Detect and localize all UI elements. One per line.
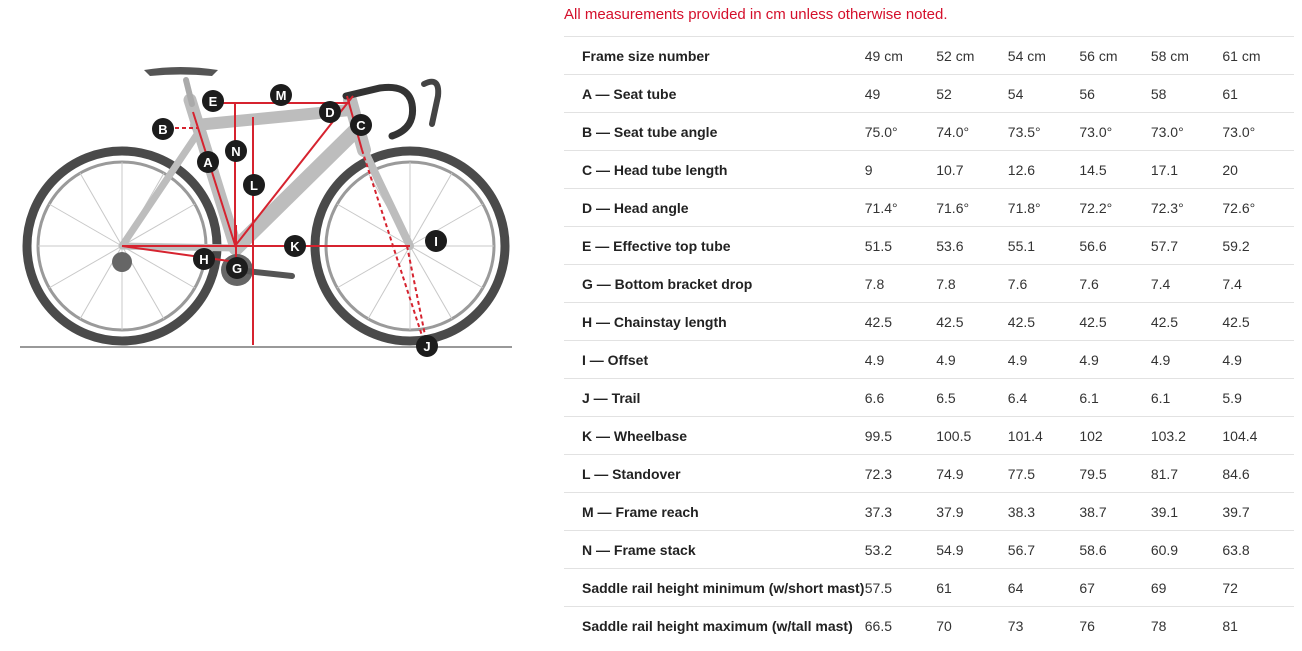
row-value: 71.8° xyxy=(1008,189,1080,227)
row-value: 100.5 xyxy=(936,417,1008,455)
row-value: 58.6 xyxy=(1079,531,1150,569)
row-value: 72.6° xyxy=(1222,189,1294,227)
row-value: 56.7 xyxy=(1008,531,1080,569)
bike-geometry-diagram xyxy=(0,0,560,651)
row-value: 103.2 xyxy=(1151,417,1223,455)
header-size: 56 cm xyxy=(1079,37,1150,75)
row-label: I — Offset xyxy=(564,341,865,379)
row-value: 72 xyxy=(1222,569,1294,607)
row-label: A — Seat tube xyxy=(564,75,865,113)
row-label: L — Standover xyxy=(564,455,865,493)
table-header-row xyxy=(564,37,1294,75)
svg-text:B: B xyxy=(158,122,168,137)
row-value: 42.5 xyxy=(1008,303,1080,341)
header-label: Frame size number xyxy=(564,37,865,75)
row-value: 6.1 xyxy=(1151,379,1223,417)
svg-text:A: A xyxy=(203,155,213,170)
row-value: 76 xyxy=(1079,607,1150,645)
row-value: 101.4 xyxy=(1008,417,1080,455)
row-value: 54.9 xyxy=(936,531,1008,569)
row-value: 7.6 xyxy=(1008,265,1080,303)
row-value: 73.0° xyxy=(1151,113,1223,151)
row-value: 78 xyxy=(1151,607,1223,645)
table-row xyxy=(564,569,1294,607)
row-value: 12.6 xyxy=(1008,151,1080,189)
svg-text:J: J xyxy=(423,339,431,354)
header-size: 49 cm xyxy=(865,37,936,75)
row-value: 99.5 xyxy=(865,417,936,455)
table-row xyxy=(564,493,1294,531)
row-label: C — Head tube length xyxy=(564,151,865,189)
row-value: 42.5 xyxy=(1222,303,1294,341)
row-value: 73.0° xyxy=(1079,113,1150,151)
row-value: 75.0° xyxy=(865,113,936,151)
row-value: 73.0° xyxy=(1222,113,1294,151)
badge-E xyxy=(202,90,224,112)
row-label: Saddle rail height minimum (w/short mast) xyxy=(564,569,865,607)
table-row xyxy=(564,189,1294,227)
table-row xyxy=(564,75,1294,113)
table-row xyxy=(564,455,1294,493)
row-value: 20 xyxy=(1222,151,1294,189)
badge-I xyxy=(425,230,447,252)
row-value: 7.4 xyxy=(1151,265,1223,303)
row-value: 38.3 xyxy=(1008,493,1080,531)
row-label: E — Effective top tube xyxy=(564,227,865,265)
badge-D xyxy=(319,101,341,123)
row-value: 84.6 xyxy=(1222,455,1294,493)
row-value: 42.5 xyxy=(936,303,1008,341)
row-label: B — Seat tube angle xyxy=(564,113,865,151)
badge-A xyxy=(197,151,219,173)
row-value: 38.7 xyxy=(1079,493,1150,531)
row-value: 39.7 xyxy=(1222,493,1294,531)
table-row xyxy=(564,379,1294,417)
row-value: 37.9 xyxy=(936,493,1008,531)
row-value: 72.3 xyxy=(865,455,936,493)
row-value: 7.6 xyxy=(1079,265,1150,303)
row-value: 4.9 xyxy=(1008,341,1080,379)
row-value: 4.9 xyxy=(1151,341,1223,379)
row-value: 71.4° xyxy=(865,189,936,227)
row-value: 14.5 xyxy=(1079,151,1150,189)
table-row xyxy=(564,417,1294,455)
row-value: 6.1 xyxy=(1079,379,1150,417)
header-size: 58 cm xyxy=(1151,37,1223,75)
row-value: 9 xyxy=(865,151,936,189)
row-value: 71.6° xyxy=(936,189,1008,227)
header-size: 52 cm xyxy=(936,37,1008,75)
row-value: 42.5 xyxy=(1151,303,1223,341)
row-value: 74.0° xyxy=(936,113,1008,151)
row-label: N — Frame stack xyxy=(564,531,865,569)
row-value: 6.4 xyxy=(1008,379,1080,417)
row-value: 5.9 xyxy=(1222,379,1294,417)
svg-text:I: I xyxy=(434,234,438,249)
row-value: 53.2 xyxy=(865,531,936,569)
row-value: 79.5 xyxy=(1079,455,1150,493)
row-label: Saddle rail height maximum (w/tall mast) xyxy=(564,607,865,645)
row-value: 104.4 xyxy=(1222,417,1294,455)
row-value: 70 xyxy=(936,607,1008,645)
row-value: 77.5 xyxy=(1008,455,1080,493)
row-value: 73 xyxy=(1008,607,1080,645)
row-value: 74.9 xyxy=(936,455,1008,493)
row-value: 4.9 xyxy=(936,341,1008,379)
row-value: 63.8 xyxy=(1222,531,1294,569)
row-value: 56 xyxy=(1079,75,1150,113)
measurement-note: All measurements provided in cm unless otherwise noted. xyxy=(564,6,948,23)
row-value: 57.5 xyxy=(865,569,936,607)
row-value: 72.3° xyxy=(1151,189,1223,227)
row-value: 64 xyxy=(1008,569,1080,607)
brake-lever xyxy=(424,82,438,124)
row-value: 55.1 xyxy=(1008,227,1080,265)
table-row xyxy=(564,303,1294,341)
row-value: 72.2° xyxy=(1079,189,1150,227)
row-label: D — Head angle xyxy=(564,189,865,227)
row-label: K — Wheelbase xyxy=(564,417,865,455)
row-value: 37.3 xyxy=(865,493,936,531)
row-value: 52 xyxy=(936,75,1008,113)
row-value: 81.7 xyxy=(1151,455,1223,493)
header-size: 61 cm xyxy=(1222,37,1294,75)
row-value: 4.9 xyxy=(1079,341,1150,379)
row-value: 4.9 xyxy=(1222,341,1294,379)
badge-N xyxy=(225,140,247,162)
badge-G xyxy=(226,257,248,279)
badge-B xyxy=(152,118,174,140)
table-row xyxy=(564,265,1294,303)
row-value: 66.5 xyxy=(865,607,936,645)
row-value: 51.5 xyxy=(865,227,936,265)
badge-C xyxy=(350,114,372,136)
table-row xyxy=(564,113,1294,151)
svg-text:E: E xyxy=(208,94,218,109)
row-value: 58 xyxy=(1151,75,1223,113)
row-value: 42.5 xyxy=(865,303,936,341)
table-row xyxy=(564,607,1294,645)
badge-M xyxy=(270,84,292,106)
row-value: 6.5 xyxy=(936,379,1008,417)
geometry-table-body xyxy=(564,37,1294,645)
row-label: J — Trail xyxy=(564,379,865,417)
badge-K xyxy=(284,235,306,257)
row-value: 7.4 xyxy=(1222,265,1294,303)
row-value: 61 xyxy=(936,569,1008,607)
svg-text:G: G xyxy=(231,261,243,276)
row-value: 10.7 xyxy=(936,151,1008,189)
row-value: 73.5° xyxy=(1008,113,1080,151)
badge-H xyxy=(193,248,215,270)
table-row xyxy=(564,531,1294,569)
row-value: 4.9 xyxy=(865,341,936,379)
badge-J xyxy=(416,335,438,357)
row-value: 39.1 xyxy=(1151,493,1223,531)
svg-text:L: L xyxy=(250,178,258,193)
header-size: 54 cm xyxy=(1008,37,1080,75)
row-label: G — Bottom bracket drop xyxy=(564,265,865,303)
table-row xyxy=(564,341,1294,379)
row-value: 54 xyxy=(1008,75,1080,113)
row-value: 60.9 xyxy=(1151,531,1223,569)
row-value: 53.6 xyxy=(936,227,1008,265)
svg-text:H: H xyxy=(199,252,209,267)
row-value: 56.6 xyxy=(1079,227,1150,265)
row-value: 57.7 xyxy=(1151,227,1223,265)
row-value: 69 xyxy=(1151,569,1223,607)
row-label: M — Frame reach xyxy=(564,493,865,531)
row-value: 17.1 xyxy=(1151,151,1223,189)
row-value: 49 xyxy=(865,75,936,113)
row-value: 102 xyxy=(1079,417,1150,455)
row-value: 7.8 xyxy=(865,265,936,303)
svg-text:K: K xyxy=(290,239,300,254)
saddle xyxy=(144,67,218,76)
row-label: H — Chainstay length xyxy=(564,303,865,341)
badge-L xyxy=(243,174,265,196)
row-value: 81 xyxy=(1222,607,1294,645)
svg-text:M: M xyxy=(275,88,287,103)
table-row xyxy=(564,227,1294,265)
table-row xyxy=(564,151,1294,189)
geometry-table xyxy=(564,36,1294,644)
row-value: 7.8 xyxy=(936,265,1008,303)
row-value: 59.2 xyxy=(1222,227,1294,265)
rear-derailleur xyxy=(112,252,132,272)
svg-text:C: C xyxy=(356,118,366,133)
row-value: 42.5 xyxy=(1079,303,1150,341)
row-value: 6.6 xyxy=(865,379,936,417)
svg-text:D: D xyxy=(325,105,335,120)
row-value: 61 xyxy=(1222,75,1294,113)
svg-text:N: N xyxy=(231,144,241,159)
row-value: 67 xyxy=(1079,569,1150,607)
